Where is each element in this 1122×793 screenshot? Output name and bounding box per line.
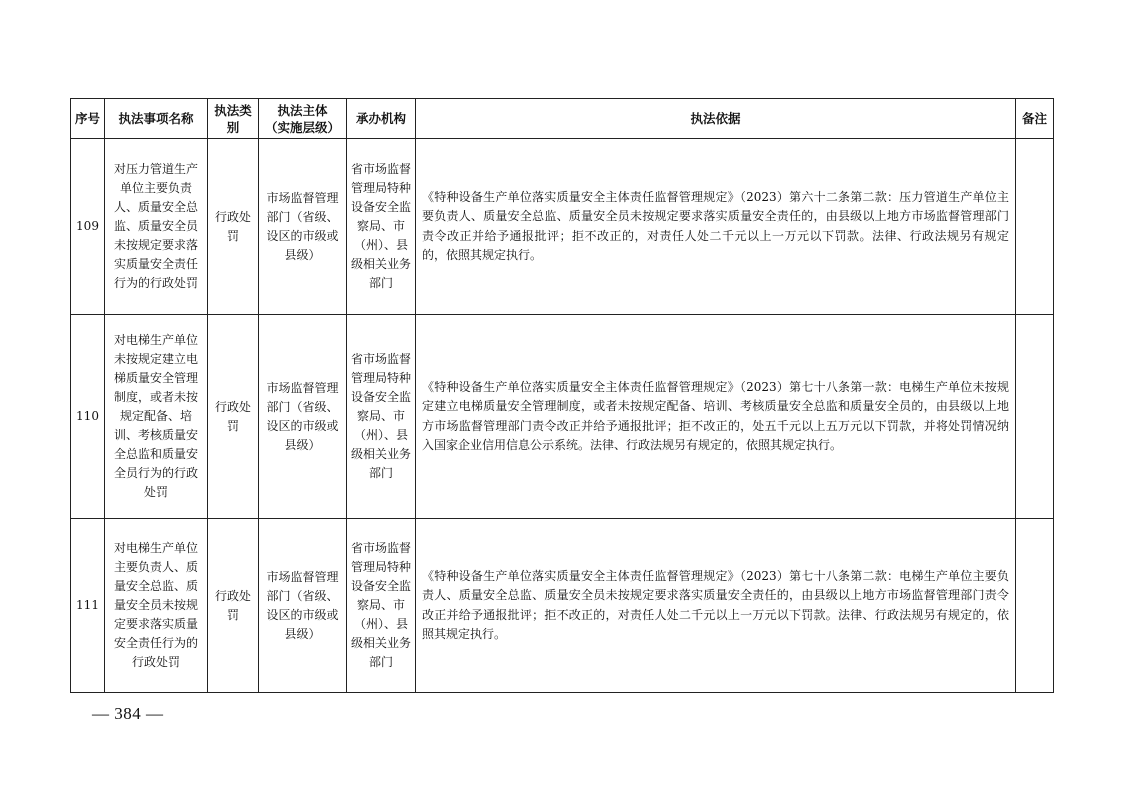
cell-basis: 《特种设备生产单位落实质量安全主体责任监督管理规定》（2023）第七十八条第二款：电梯生产单位主要负责人、质量安全总监、质量安全员未按规定要求落实质量安全责任的，由县级以上地方市场监督管理部门责令改正并给予通报批评；拒不改正的，对责任人处二千元以上一万元以下罚款。法律、行政法规另有规定的，依照其规定执行。 bbox=[416, 519, 1016, 693]
cell-name: 对电梯生产单位主要负责人、质量安全总监、质量安全员未按规定要求落实质量安全责任行为的行政处罚 bbox=[105, 519, 208, 693]
header-agency: 承办机构 bbox=[347, 99, 416, 139]
cell-name: 对压力管道生产单位主要负责人、质量安全总监、质量安全员未按规定要求落实质量安全责任行为的行政处罚 bbox=[105, 139, 208, 315]
cell-remark bbox=[1016, 139, 1054, 315]
cell-subject: 市场监督管理部门（省级、设区的市级或县级） bbox=[259, 519, 347, 693]
cell-remark bbox=[1016, 315, 1054, 519]
cell-seq: 110 bbox=[71, 315, 105, 519]
table-row bbox=[71, 139, 1054, 315]
cell-subject: 市场监督管理部门（省级、设区的市级或县级） bbox=[259, 315, 347, 519]
cell-agency: 省市场监督管理局特种设备安全监察局、市（州）、县级相关业务部门 bbox=[347, 519, 416, 693]
cell-category: 行政处罚 bbox=[208, 315, 259, 519]
cell-name: 对电梯生产单位未按规定建立电梯质量安全管理制度，或者未按规定配备、培训、考核质量安全总监和质量安全员行为的行政处罚 bbox=[105, 315, 208, 519]
header-row bbox=[71, 99, 1054, 139]
cell-category: 行政处罚 bbox=[208, 519, 259, 693]
enforcement-table bbox=[70, 98, 1054, 693]
table-row bbox=[71, 315, 1054, 519]
cell-seq: 109 bbox=[71, 139, 105, 315]
cell-basis: 《特种设备生产单位落实质量安全主体责任监督管理规定》（2023）第七十八条第一款：电梯生产单位未按规定建立电梯质量安全管理制度，或者未按规定配备、培训、考核质量安全总监和质量安全员的，由县级以上地方市场监督管理部门责令改正并给予通报批评；拒不改正的，处五千元以上五万元以下罚款，并将处罚情况纳入国家企业信用信息公示系统。法律、行政法规另有规定的，依照其规定执行。 bbox=[416, 315, 1016, 519]
header-seq: 序号 bbox=[71, 99, 105, 139]
header-subject-main: 执法主体 bbox=[277, 102, 328, 118]
header-remark: 备注 bbox=[1016, 99, 1054, 139]
cell-agency: 省市场监督管理局特种设备安全监察局、市（州）、县级相关业务部门 bbox=[347, 139, 416, 315]
cell-category: 行政处罚 bbox=[208, 139, 259, 315]
page-number: — 384 — bbox=[92, 704, 164, 723]
header-category: 执法类别 bbox=[208, 99, 259, 139]
cell-basis: 《特种设备生产单位落实质量安全主体责任监督管理规定》（2023）第六十二条第二款：压力管道生产单位主要负责人、质量安全总监、质量安全员未按规定要求落实质量安全责任的，由县级以上地方市场监督管理部门责令改正并给予通报批评；拒不改正的，对责任人处二千元以上一万元以下罚款。法律、行政法规另有规定的，依照其规定执行。 bbox=[416, 139, 1016, 315]
table-row bbox=[71, 519, 1054, 693]
cell-subject: 市场监督管理部门（省级、设区的市级或县级） bbox=[259, 139, 347, 315]
cell-remark bbox=[1016, 519, 1054, 693]
cell-seq: 111 bbox=[71, 519, 105, 693]
header-subject bbox=[259, 99, 347, 139]
header-name: 执法事项名称 bbox=[105, 99, 208, 139]
cell-agency: 省市场监督管理局特种设备安全监察局、市（州）、县级相关业务部门 bbox=[347, 315, 416, 519]
header-subject-sub: （实施层级） bbox=[264, 119, 340, 135]
header-basis: 执法依据 bbox=[416, 99, 1016, 139]
